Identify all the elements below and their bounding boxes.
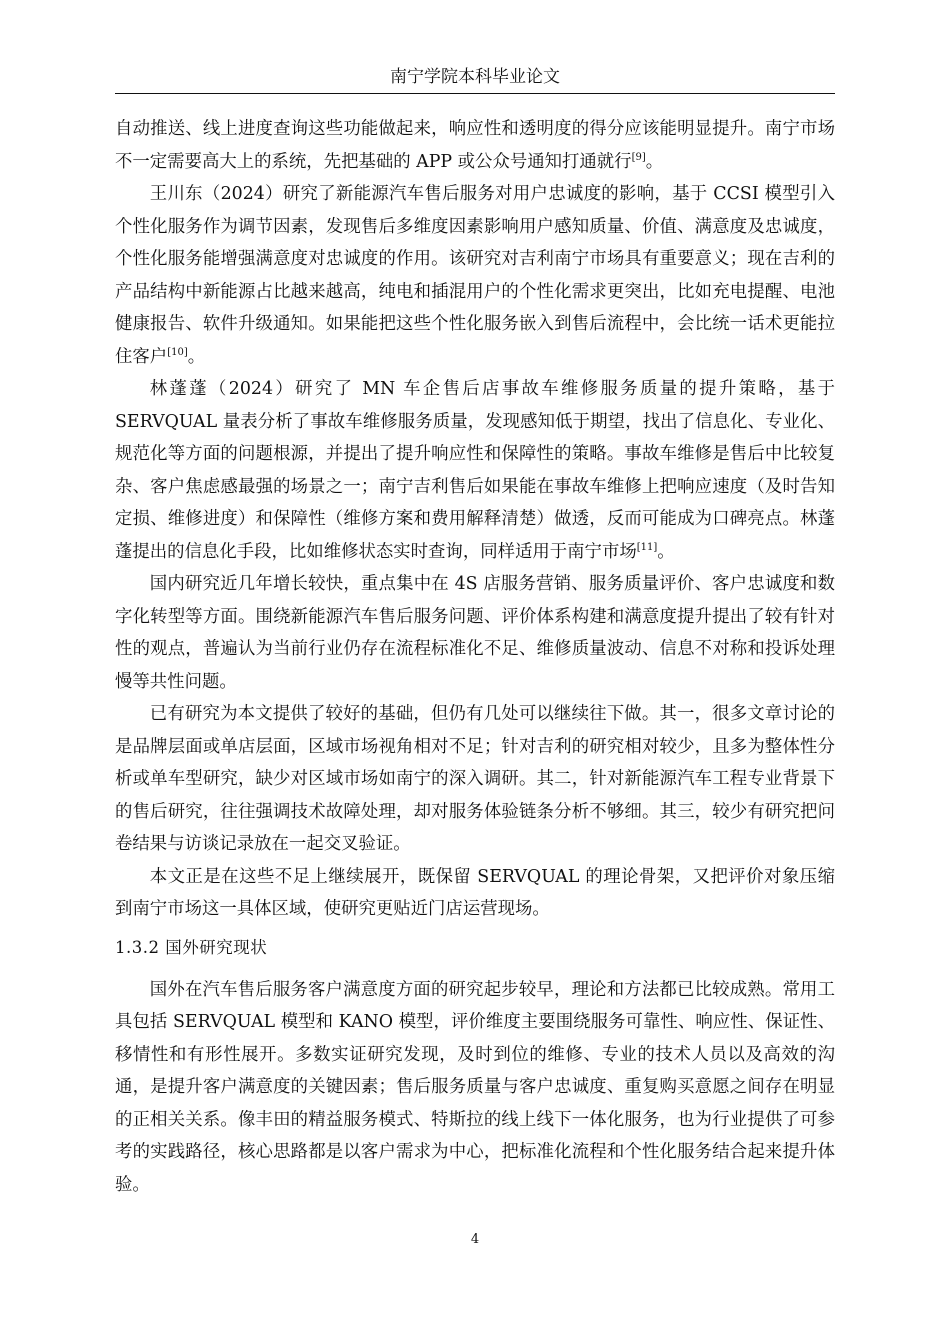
citation-marker: [9] <box>631 151 646 163</box>
section-heading: 1.3.2 国外研究现状 <box>115 937 268 957</box>
paragraph-research-gaps <box>115 698 835 861</box>
paragraph-this-study <box>115 861 835 926</box>
paragraph-continued <box>115 113 835 178</box>
page-body <box>115 113 835 1201</box>
header-rule <box>115 93 835 94</box>
page-header-title: 南宁学院本科毕业论文 <box>390 67 560 87</box>
paragraph-foreign-research <box>115 974 835 1202</box>
citation-marker: [11] <box>636 541 658 553</box>
paragraph-text: 国外在汽车售后服务客户满意度方面的研究起步较早，理论和方法都已比较成熟。常用工具包括 SERVQUAL 模型和 KANO 模型，评价维度主要围绕服务可靠性、响应性、保证性、移情性和有形性展开。多数实证研究发现，及时到位的维修、专业的技术人员以及高效的沟通，是提升客户满意度的关键因素；售后服务质量与客户忠诚度、重复购买意愿之间存在明显的正相关关系。像丰田的精益服务模式、特斯拉的线上线下一体化服务，也为行业提供了可参考的实践路径，核心思路都是以客户需求为中心，把标准化流程和个性化服务结合起来提升体验。 <box>115 979 835 1195</box>
paragraph-text: 已有研究为本文提供了较好的基础，但仍有几处可以继续往下做。其一，很多文章讨论的是品牌层面或单店层面，区域市场视角相对不足；针对吉利的研究相对较少，且多为整体性分析或单车型研究，缺少对区域市场如南宁的深入调研。其二，针对新能源汽车工程专业背景下的售后研究，往往强调技术故障处理，却对服务体验链条分析不够细。其三，较少有研究把问卷结果与访谈记录放在一起交叉验证。 <box>115 704 835 854</box>
paragraph-domestic-summary <box>115 568 835 698</box>
paragraph-end: 。 <box>657 541 675 562</box>
paragraph-end: 。 <box>187 346 206 367</box>
paragraph-text: 本文正是在这些不足上继续展开，既保留 SERVQUAL 的理论骨架，又把评价对象压缩到南宁市场这一具体区域，使研究更贴近门店运营现场。 <box>115 866 835 919</box>
paragraph-text: 国内研究近几年增长较快，重点集中在 4S 店服务营销、服务质量评价、客户忠诚度和数字化转型等方面。围绕新能源汽车售后服务问题、评价体系构建和满意度提升提出了较有针对性的观点，普遍认为当前行业仍存在流程标准化不足、维修质量波动、信息不对称和投诉处理慢等共性问题。 <box>115 574 835 692</box>
paragraph-text: 自动推送、线上进度查询这些功能做起来，响应性和透明度的得分应该能明显提升。南宁市场不一定需要高大上的系统，先把基础的 APP 或公众号通知打通就行 <box>115 119 835 172</box>
paragraph-text: 林蓬蓬（2024）研究了 MN 车企售后店事故车维修服务质量的提升策略，基于 SERVQUAL 量表分析了事故车维修服务质量，发现感知低于期望，找出了信息化、专业化、规范化等方面的问题根源，并提出了提升响应性和保障性的策略。事故车维修是售后中比较复杂、客户焦虑感最强的场景之一；南宁吉利售后如果能在事故车维修上把响应速度（及时告知定损、维修进度）和保障性（维修方案和费用解释清楚）做透，反而可能成为口碑亮点。林蓬蓬提出的信息化手段，比如维修状态实时查询，同样适用于南宁市场 <box>115 379 835 562</box>
paragraph-lin-pengpeng <box>115 373 835 568</box>
paragraph-wang-chuandong <box>115 178 835 373</box>
paragraph-end: 。 <box>645 151 664 172</box>
page-number: 4 <box>470 1232 480 1247</box>
citation-marker: [10] <box>167 346 188 358</box>
paragraph-text: 王川东（2024）研究了新能源汽车售后服务对用户忠诚度的影响，基于 CCSI 模型引入个性化服务作为调节因素，发现售后多维度因素影响用户感知质量、价值、满意度及忠诚度，个性化服务能增强满意度对忠诚度的作用。该研究对吉利南宁市场具有重要意义；现在吉利的产品结构中新能源占比越来越高，纯电和插混用户的个性化需求更突出，比如充电提醒、电池健康报告、软件升级通知。如果能把这些个性化服务嵌入到售后流程中，会比统一话术更能拉住客户 <box>115 184 835 367</box>
